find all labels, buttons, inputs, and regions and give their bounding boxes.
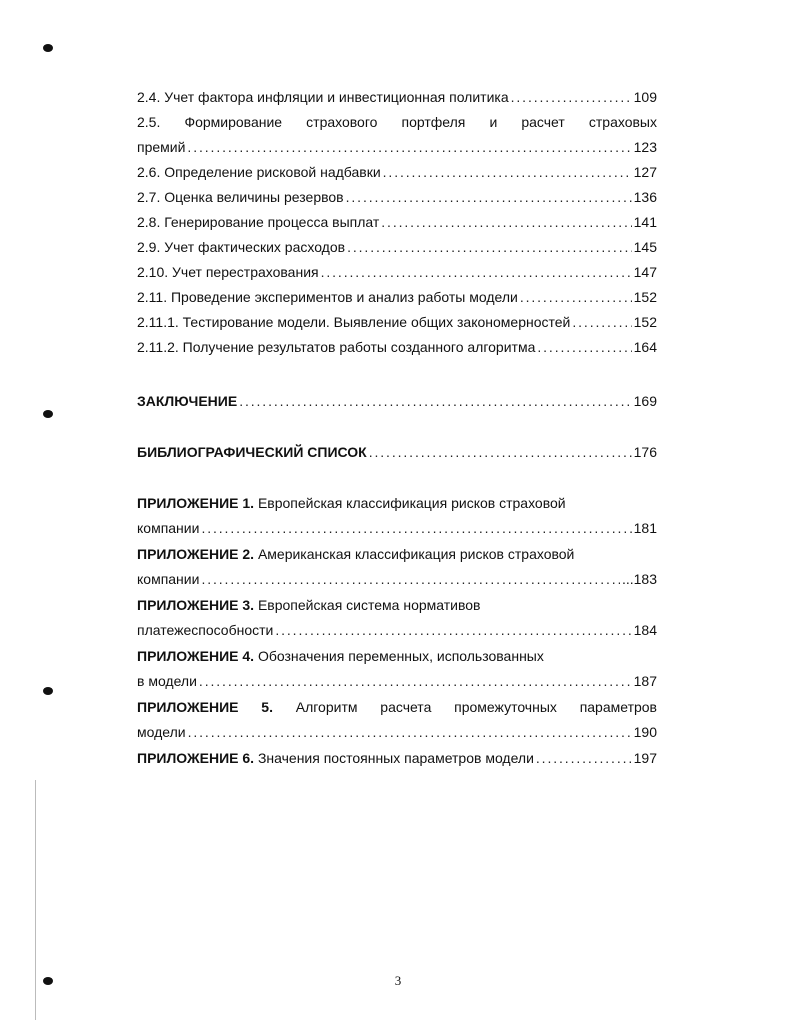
toc-entry-2-11: [137, 286, 657, 308]
toc-entry-page: 141: [633, 214, 657, 230]
toc-entry-page: 197: [633, 750, 657, 766]
leader-dots: [369, 441, 632, 463]
toc-entry-word: промежуточных: [454, 699, 557, 715]
toc-entry-appendix-4-continued: [137, 670, 657, 692]
toc-entry-title: 2.7. Оценка величины резервов: [137, 189, 344, 205]
toc-entry-2-5-continued: [137, 136, 657, 158]
toc-entry-appendix-3-continued: [137, 619, 657, 641]
toc-entry-appendix-3: [137, 594, 657, 616]
toc-entry-title: 2.8. Генерирование процесса выплат: [137, 214, 380, 230]
toc-entry-word: расчета: [380, 699, 432, 715]
toc-entry-word: Алгоритм: [295, 699, 358, 715]
toc-entry-page: 181: [633, 520, 657, 536]
appendix-title: Американская классификация рисков страховой: [254, 546, 575, 562]
appendix-label: ПРИЛОЖЕНИЕ 3.: [137, 597, 255, 613]
toc-entry-2-8: [137, 211, 657, 233]
toc-entry-title: 2.6. Определение рисковой надбавки: [137, 164, 381, 180]
toc-entry-title: 2.11.2. Получение результатов работы созданного алгоритма: [137, 339, 536, 355]
toc-entry-page: 123: [633, 139, 657, 155]
leader-dots: [275, 619, 631, 641]
leader-dots: [201, 568, 620, 590]
toc-entry-title: 2.4. Учет фактора инфляции и инвестиционная политика: [137, 89, 509, 105]
toc-entry-word: 5.: [261, 699, 273, 715]
toc-entry-2-11-1: [137, 311, 657, 333]
punch-hole-mark: [43, 44, 53, 52]
toc-entry-appendix-2: [137, 543, 657, 565]
toc-entry-conclusion: [137, 390, 657, 412]
toc-entry-page: 164: [633, 339, 657, 355]
toc-entry-2-11-2: [137, 336, 657, 358]
toc-entry-word: расчет: [521, 114, 565, 130]
toc-entry-page: 152: [633, 314, 657, 330]
toc-entry-title: премий: [137, 139, 186, 155]
leader-dots: [347, 236, 632, 258]
toc-entry-page: 127: [633, 164, 657, 180]
toc-entry-page: 109: [633, 89, 657, 105]
toc-entry-word: Формирование: [184, 114, 283, 130]
toc-entry-page: ...183: [621, 571, 657, 587]
appendix-label: ПРИЛОЖЕНИЕ 2.: [137, 546, 255, 562]
appendix-label: ПРИЛОЖЕНИЕ 1.: [137, 495, 255, 511]
toc-entry-word: страхового: [306, 114, 378, 130]
toc-entry-appendix-2-continued: [137, 568, 657, 590]
toc-entry-2-4: [137, 86, 657, 108]
appendix-title: Значения постоянных параметров модели: [254, 750, 534, 766]
toc-entry-page: 187: [633, 673, 657, 689]
appendix-title: Обозначения переменных, использованных: [254, 648, 544, 664]
leader-dots: [188, 721, 632, 743]
leader-dots: [199, 670, 632, 692]
punch-hole-mark: [43, 687, 53, 695]
toc-entry-title: 2.9. Учет фактических расходов: [137, 239, 346, 255]
toc-entry-page: 147: [633, 264, 657, 280]
toc-entry-page: 184: [633, 622, 657, 638]
toc-entry-2-5: [137, 111, 657, 133]
toc-entry-title: БИБЛИОГРАФИЧЕСКИЙ СПИСОК: [137, 444, 367, 460]
appendix-label: ПРИЛОЖЕНИЕ 6.: [137, 750, 255, 766]
toc-entry-page: 145: [633, 239, 657, 255]
leader-dots: [536, 747, 632, 769]
toc-entry-appendix-5: [137, 696, 657, 718]
appendix-title: Европейская классификация рисков страховой: [254, 495, 566, 511]
toc-entry-page: 176: [633, 444, 657, 460]
toc-entry-word: параметров: [579, 699, 657, 715]
leader-dots: [520, 286, 632, 308]
appendix-label: ПРИЛОЖЕНИЕ: [137, 699, 239, 715]
toc-entry-title: модели: [137, 724, 186, 740]
toc-entry-page: 136: [633, 189, 657, 205]
toc-entry-2-7: [137, 186, 657, 208]
toc-entry-page: 152: [633, 289, 657, 305]
toc-entry-title: 2.10. Учет перестрахования: [137, 264, 319, 280]
toc-entry-appendix-1-continued: [137, 517, 657, 539]
leader-dots: [187, 136, 631, 158]
leader-dots: [321, 261, 632, 283]
toc-entry-appendix-5-continued: [137, 721, 657, 743]
toc-entry-title: 2.11. Проведение экспериментов и анализ работы модели: [137, 289, 518, 305]
toc-entry-2-10: [137, 261, 657, 283]
leader-dots: [537, 336, 631, 358]
toc-entry-word: 2.5.: [137, 114, 161, 130]
toc-entry-word: портфеля: [401, 114, 466, 130]
leader-dots: [239, 390, 631, 412]
toc-entry-word: и: [489, 114, 498, 130]
toc-entry-word: страховых: [588, 114, 657, 130]
appendix-title: Европейская система нормативов: [254, 597, 481, 613]
leader-dots: [511, 86, 632, 108]
toc-entry-title: 2.11.1. Тестирование модели. Выявление общих закономерностей: [137, 314, 571, 330]
toc-entry-appendix-6: [137, 747, 657, 769]
toc-entry-appendix-4: [137, 645, 657, 667]
toc-entry-title: платежеспособности: [137, 622, 274, 638]
page-number: 3: [394, 973, 402, 988]
leader-dots: [346, 186, 632, 208]
toc-entry-page: 190: [633, 724, 657, 740]
appendix-label: ПРИЛОЖЕНИЕ 4.: [137, 648, 255, 664]
leader-dots: [381, 211, 631, 233]
leader-dots: [572, 311, 631, 333]
toc-entry-2-6: [137, 161, 657, 183]
toc-entry-page: 169: [633, 393, 657, 409]
toc-entry-title: в модели: [137, 673, 197, 689]
toc-entry-title: ЗАКЛЮЧЕНИЕ: [137, 393, 238, 409]
toc-entry-appendix-1: [137, 492, 657, 514]
toc-entry-title: компании: [137, 520, 200, 536]
leader-dots: [383, 161, 632, 183]
toc-entry-2-9: [137, 236, 657, 258]
toc-entry-bibliography: [137, 441, 657, 463]
toc-entry-title: компании: [137, 571, 200, 587]
leader-dots: [201, 517, 631, 539]
punch-hole-mark: [43, 410, 53, 418]
